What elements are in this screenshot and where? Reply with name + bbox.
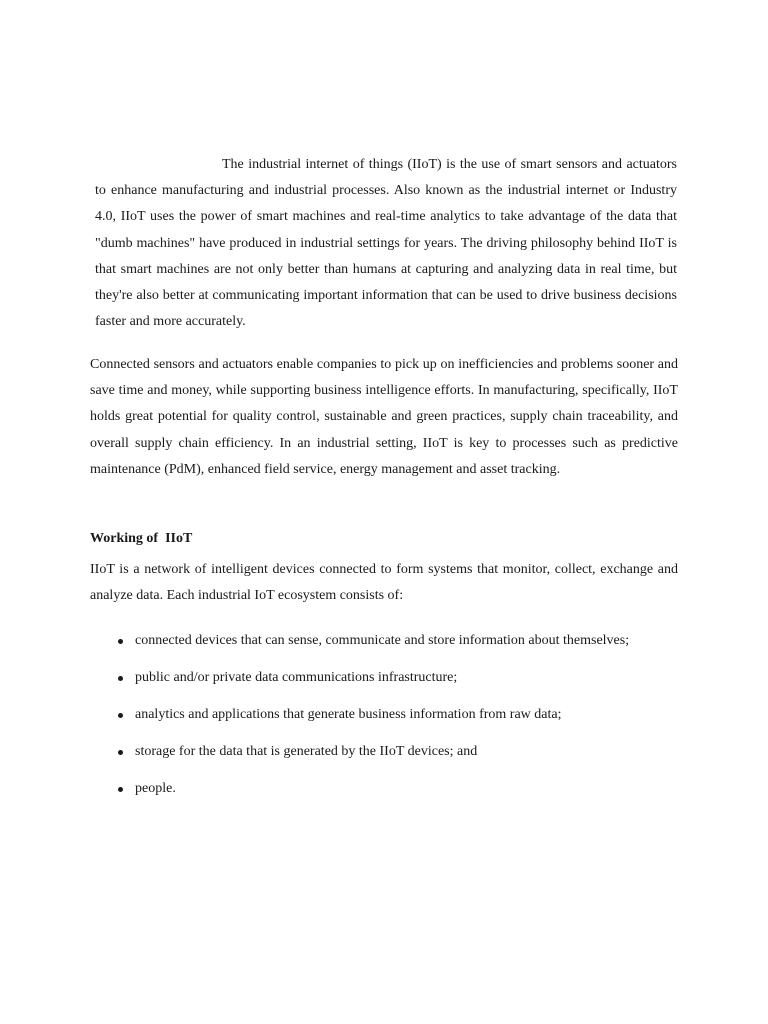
list-item-text: storage for the data that is generated by the IIoT devices; and [135, 744, 478, 759]
list-item-text: connected devices that can sense, communicate and store information about themselves; [135, 633, 630, 648]
list-item-text: analytics and applications that generate business information from raw data; [135, 707, 562, 722]
section-intro: IIoT is a network of intelligent devices connected to form systems that monitor, collect, exchange and analyze data. Each industrial IoT ecosystem consists of: [90, 562, 678, 604]
paragraph-connected-sensors: Connected sensors and actuators enable companies to pick up on inefficiencies and problems sooner and save time and money, while supporting business intelligence efforts. In manufacturing, specifically, IIoT holds great potential for quality control, sustainable and green practices, supply chain traceability, and overall supply chain efficiency. In an industrial setting, IIoT is key to processes such as predictive maintenance (PdM), enhanced field service, energy management and asset tracking. [90, 357, 678, 477]
bullet-icon [118, 787, 123, 792]
list-item-text: people. [135, 781, 176, 796]
bullet-icon [118, 713, 123, 718]
paragraph-iiot-definition: The industrial internet of things (IIoT) is the use of smart sensors and actuators to enhance manufacturing and industrial processes. Also known as the industrial internet or Industry 4.0, IIoT uses the power of smart machines and real-time analytics to take advantage of the data that "dumb machines" have produced in industrial settings for years. The driving philosophy behind IIoT is that smart machines are not only better than humans at capturing and analyzing data in real time, but they're also better at communicating important information that can be used to drive business decisions faster and more accurately. [95, 157, 677, 330]
bullet-icon [118, 639, 123, 644]
bullet-icon [118, 676, 123, 681]
section-heading: Working of IIoT [90, 531, 193, 546]
bullet-icon [118, 750, 123, 755]
list-item-text: public and/or private data communications infrastructure; [135, 670, 458, 685]
